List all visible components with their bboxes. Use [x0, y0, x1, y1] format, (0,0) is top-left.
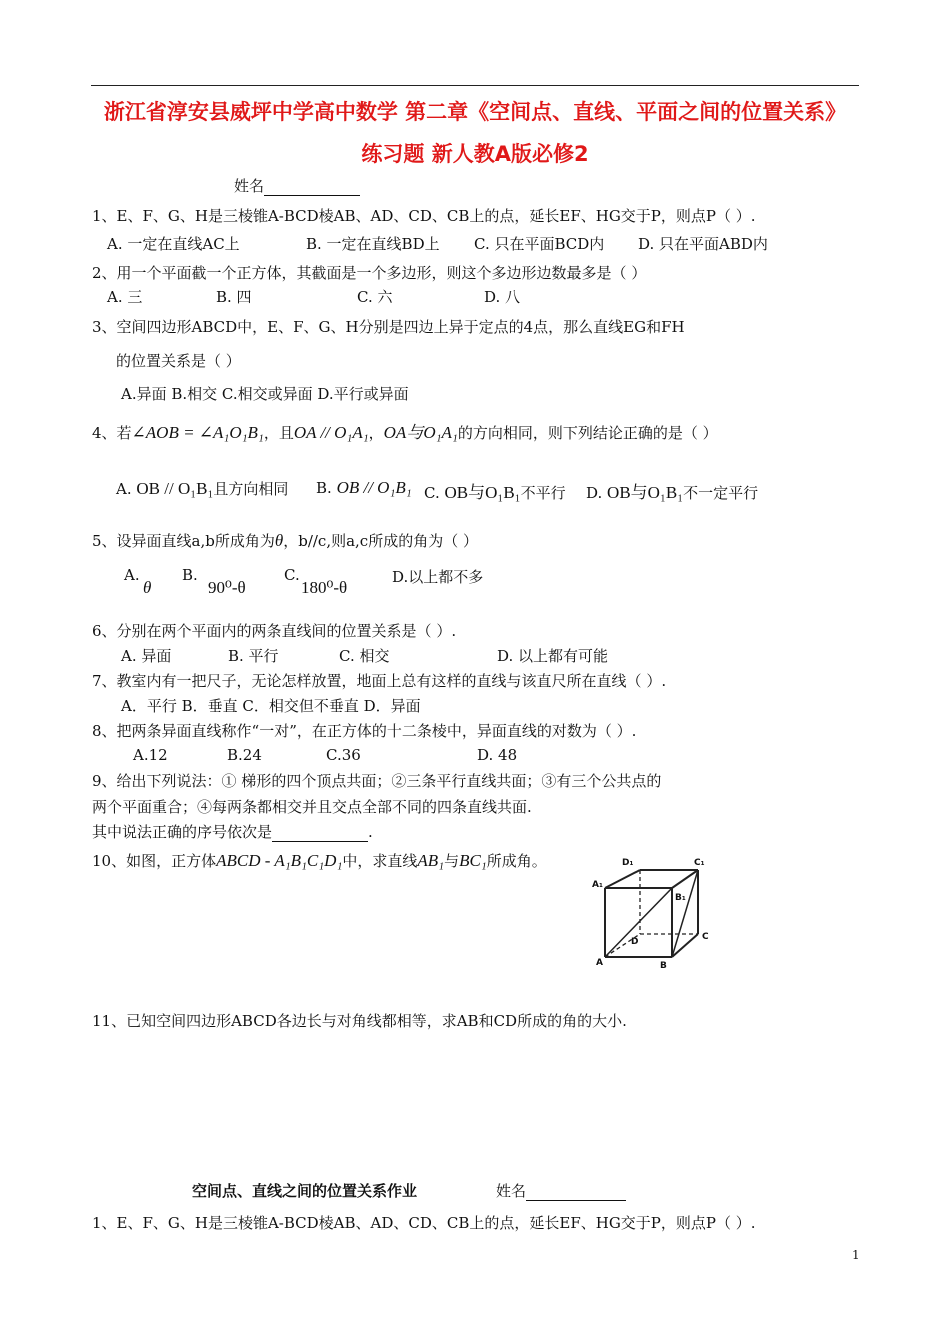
- q8-option-c: C.36: [326, 746, 361, 764]
- q2-option-a: A. 三: [107, 288, 143, 306]
- q10-line-bc1: BC₁: [459, 851, 487, 870]
- q1-option-b: B. 一定在直线BD上: [306, 235, 440, 253]
- q4-suffix: 的方向相同，则下列结论正确的是（ ）: [457, 424, 718, 442]
- q4-option-d-expr: OB与O₁B₁: [607, 483, 684, 502]
- page-title-line2: 练习题 新人教A版必修2: [361, 142, 589, 166]
- name-blank[interactable]: [264, 179, 360, 196]
- q4-mid2: ，: [368, 424, 384, 442]
- cube-label-b: B: [660, 961, 667, 970]
- cube-label-c1: C₁: [694, 858, 705, 868]
- q4-mid1: ，且: [263, 424, 294, 442]
- q6-option-c: C. 相交: [339, 647, 390, 665]
- q9-line3: 其中说法正确的序号依次是 .: [92, 823, 373, 841]
- q5-stem: 5、设异面直线a,b所成角为θ，b//c,则a,c所成的角为（ ）: [92, 531, 478, 550]
- q7-options: A．平行 B．垂直 C．相交但不垂直 D．异面: [121, 697, 421, 715]
- q6-option-a: A. 异面: [121, 647, 172, 665]
- homework-name-blank[interactable]: [526, 1184, 626, 1201]
- q8-option-a: A.12: [133, 746, 168, 764]
- cube-label-c: C: [702, 932, 709, 942]
- header-rule: [91, 85, 859, 86]
- q5-option-c-expr: 180⁰-θ: [301, 578, 348, 597]
- page-title-line1: 浙江省淳安县威坪中学高中数学 第二章《空间点、直线、平面之间的位置关系》: [103, 100, 847, 124]
- q1-stem: 1、E、F、G、H是三棱锥A-BCD棱AB、AD、CD、CB上的点，延长EF、HG交于P，则点P（ ）.: [92, 207, 756, 225]
- q4-option-b-expr: OB // O₁B₁: [336, 478, 412, 497]
- q1-option-a: A. 一定在直线AC上: [107, 235, 240, 253]
- q8-option-d: D. 48: [477, 746, 518, 764]
- name-field: [234, 175, 360, 196]
- cube-label-d1: D₁: [622, 858, 634, 868]
- q6-option-d: D. 以上都有可能: [497, 647, 609, 665]
- q1-option-c: C. 只在平面BCD内: [474, 235, 605, 253]
- q5-option-a-expr: θ: [143, 578, 152, 597]
- q3-stem-line1: 3、空间四边形ABCD中，E、F、G、H分别是四边上异于定点的4点，那么直线EG和FH: [92, 318, 685, 336]
- q5-option-b-expr: 90⁰-θ: [208, 578, 246, 597]
- q9-answer-blank[interactable]: [272, 825, 368, 842]
- q9-line1: 9、给出下列说法：① 梯形的四个顶点共面；②三条平行直线共面；③有三个公共点的: [92, 772, 662, 790]
- q6-stem: 6、分别在两个平面内的两条直线间的位置关系是（ ）.: [92, 622, 457, 640]
- q4-parallel-expr: OA // O₁A₁: [293, 423, 369, 442]
- cube-label-a1: A₁: [592, 880, 603, 890]
- q4-option-c-expr: OB与O₁B₁: [444, 483, 521, 502]
- q3-stem-line2: 的位置关系是（ ）: [116, 352, 241, 370]
- q8-option-b: B.24: [227, 746, 262, 764]
- homework-title: 空间点、直线之间的位置关系作业: [192, 1182, 418, 1200]
- q3-options: A.异面 B.相交 C.相交或异面 D.平行或异面: [121, 385, 409, 403]
- q11-stem: 11、已知空间四边形ABCD各边长与对角线都相等，求AB和CD所成的角的大小.: [92, 1012, 627, 1030]
- homework-name-field: 姓名: [496, 1180, 626, 1201]
- cube-edge-a1d1: [605, 870, 640, 888]
- cube-figure: [588, 852, 718, 970]
- q6-option-b: B. 平行: [228, 647, 279, 665]
- cube-diagonal-bc1: [672, 870, 698, 957]
- q5-option-b-label: B.: [182, 566, 198, 584]
- q4-angle-expr: ∠AOB = ∠A₁O₁B₁: [131, 423, 264, 442]
- q1-option-d: D. 只在平面ABD内: [638, 235, 768, 253]
- homework-q1-stem: 1、E、F、G、H是三棱锥A-BCD棱AB、AD、CD、CB上的点，延长EF、HG交于P，则点P（ ）.: [92, 1214, 756, 1232]
- q4-stem: [92, 418, 718, 443]
- q4-option-d: D. OB与O₁B₁不一定平行: [586, 483, 759, 502]
- q8-stem: 8、把两条异面直线称作“一对”，在正方体的十二条棱中，异面直线的对数为（ ）.: [92, 722, 637, 740]
- cube-label-a: A: [596, 958, 603, 968]
- q4-option-c: C. OB与O₁B₁不平行: [424, 483, 566, 502]
- q4-direction-expr: OA与O₁A₁: [383, 423, 458, 442]
- name-label: 姓名: [234, 177, 265, 195]
- q2-option-d: D. 八: [484, 288, 521, 306]
- q5-option-a-label: A.: [124, 566, 140, 584]
- q4-option-b: B. OB // O₁B₁: [316, 478, 412, 497]
- q5-option-d: D.以上都不多: [392, 568, 484, 586]
- q5-option-c-label: C.: [284, 566, 300, 584]
- cube-label-b1: B₁: [675, 893, 686, 903]
- cube-diagonal-ab1: [605, 888, 672, 957]
- q5-theta: θ: [274, 531, 284, 550]
- q7-stem: 7、教室内有一把尺子，无论怎样放置，地面上总有这样的直线与该直尺所在直线（ ）.: [92, 672, 667, 690]
- q10-cube-expr: ABCD - A₁B₁C₁D₁: [216, 851, 343, 870]
- q10-stem: 10、如图，正方体ABCD - A₁B₁C₁D₁中，求直线AB₁与BC₁所成角。: [92, 851, 547, 870]
- q2-option-c: C. 六: [357, 288, 393, 306]
- q9-line2: 两个平面重合；④每两条都相交并且交点全部不同的四条直线共面.: [92, 798, 532, 816]
- page-number: 1: [852, 1248, 860, 1262]
- cube-label-d: D: [631, 937, 639, 947]
- q10-line-ab1: AB₁: [417, 851, 445, 870]
- q4-option-a-expr: OB // O₁B₁: [136, 479, 214, 498]
- q4-option-a: A. OB // O₁B₁且方向相同: [116, 479, 289, 498]
- q2-stem: 2、用一个平面截一个正方体，其截面是一个多边形，则这个多边形边数最多是（ ）: [92, 264, 647, 282]
- q2-option-b: B. 四: [216, 288, 252, 306]
- q4-prefix: 4、若: [92, 424, 132, 442]
